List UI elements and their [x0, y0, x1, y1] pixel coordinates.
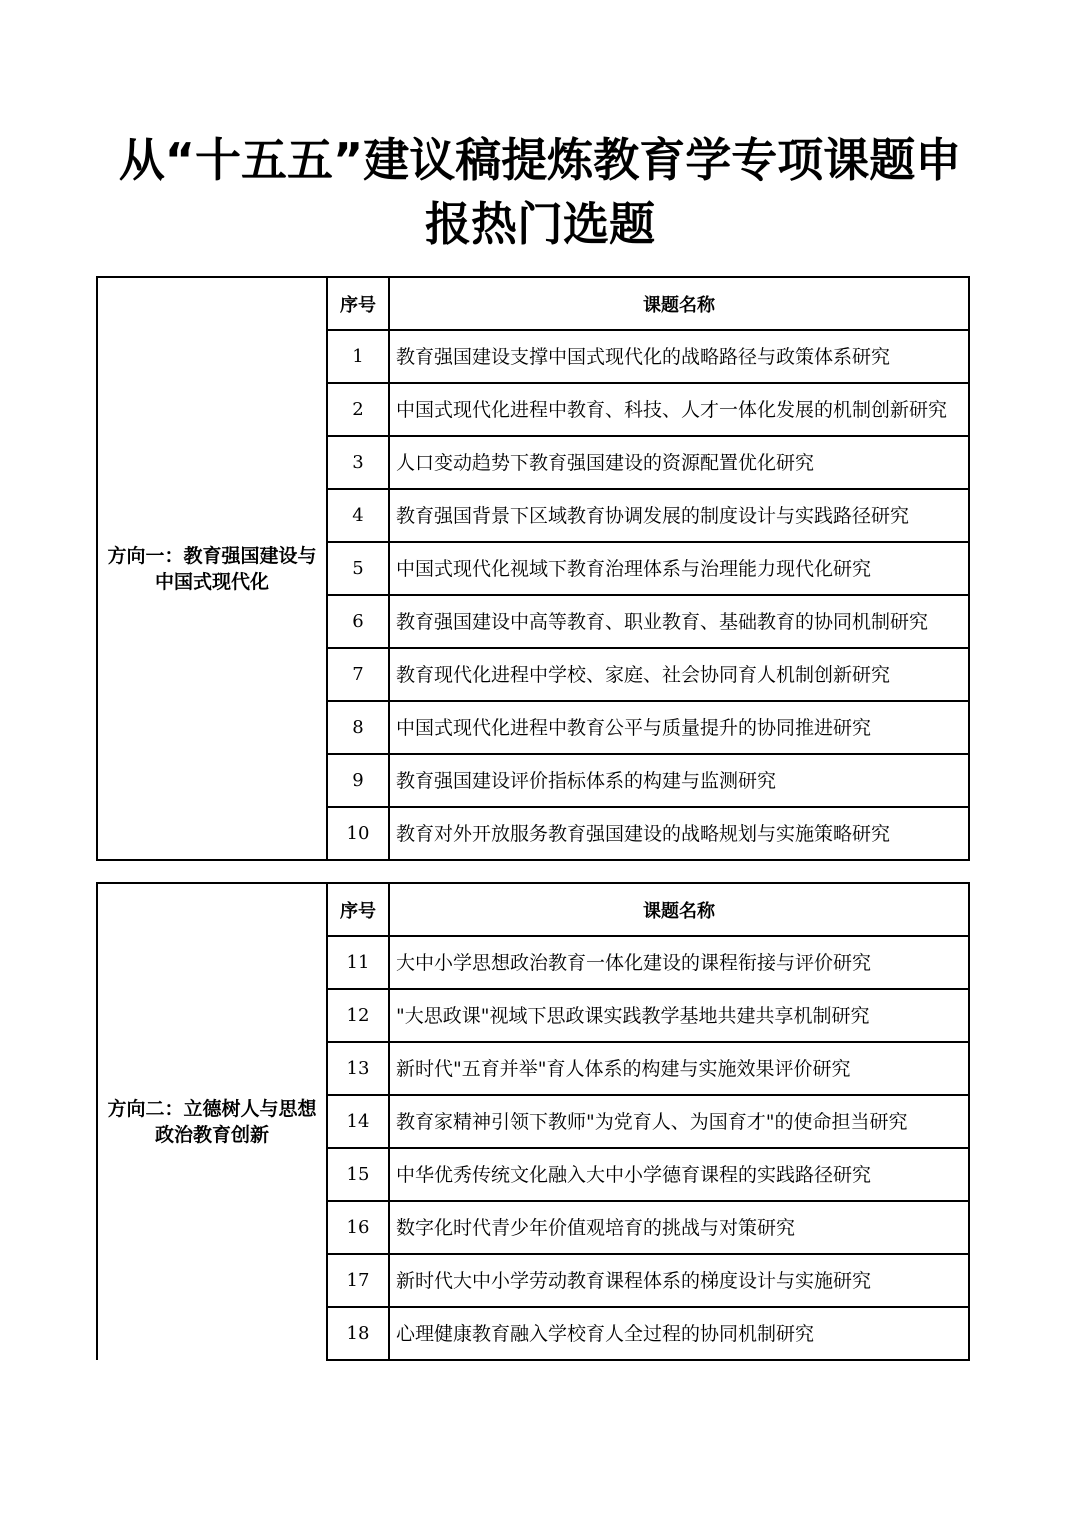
topic-number: 6 — [327, 595, 389, 648]
direction-label: 方向一：教育强国建设与中国式现代化 — [97, 277, 327, 860]
topic-name: 中国式现代化进程中教育、科技、人才一体化发展的机制创新研究 — [389, 383, 969, 436]
topic-name: 教育家精神引领下教师"为党育人、为国育才"的使命担当研究 — [389, 1095, 969, 1148]
topic-name: 人口变动趋势下教育强国建设的资源配置优化研究 — [389, 436, 969, 489]
topic-number: 10 — [327, 807, 389, 860]
topic-name: 教育强国建设评价指标体系的构建与监测研究 — [389, 754, 969, 807]
column-header-name: 课题名称 — [389, 883, 969, 936]
column-header-name: 课题名称 — [389, 277, 969, 330]
topic-name: 心理健康教育融入学校育人全过程的协同机制研究 — [389, 1307, 969, 1360]
topic-name: 教育强国建设支撑中国式现代化的战略路径与政策体系研究 — [389, 330, 969, 383]
topic-number: 12 — [327, 989, 389, 1042]
topic-name: 教育强国背景下区域教育协调发展的制度设计与实践路径研究 — [389, 489, 969, 542]
topic-name: 教育现代化进程中学校、家庭、社会协同育人机制创新研究 — [389, 648, 969, 701]
topic-number: 15 — [327, 1148, 389, 1201]
page-title — [0, 128, 1080, 256]
topic-number: 2 — [327, 383, 389, 436]
topic-name: 中国式现代化视域下教育治理体系与治理能力现代化研究 — [389, 542, 969, 595]
topic-number: 17 — [327, 1254, 389, 1307]
topic-number: 14 — [327, 1095, 389, 1148]
topic-name: 数字化时代青少年价值观培育的挑战与对策研究 — [389, 1201, 969, 1254]
topic-name: 中华优秀传统文化融入大中小学德育课程的实践路径研究 — [389, 1148, 969, 1201]
direction-table-1 — [96, 276, 970, 861]
topic-number: 8 — [327, 701, 389, 754]
title-line-1: 从“十五五”建议稿提炼教育学专项课题申 — [118, 133, 962, 187]
topic-number: 18 — [327, 1307, 389, 1360]
topic-name: 大中小学思想政治教育一体化建设的课程衔接与评价研究 — [389, 936, 969, 989]
column-header-num: 序号 — [327, 277, 389, 330]
direction-table-2 — [96, 882, 970, 1361]
topic-name: 新时代"五育并举"育人体系的构建与实施效果评价研究 — [389, 1042, 969, 1095]
topic-number: 5 — [327, 542, 389, 595]
topic-name: 新时代大中小学劳动教育课程体系的梯度设计与实施研究 — [389, 1254, 969, 1307]
topic-number: 7 — [327, 648, 389, 701]
topic-name: "大思政课"视域下思政课实践教学基地共建共享机制研究 — [389, 989, 969, 1042]
title-line-2: 报热门选题 — [425, 197, 655, 251]
topic-number: 16 — [327, 1201, 389, 1254]
topic-name: 中国式现代化进程中教育公平与质量提升的协同推进研究 — [389, 701, 969, 754]
table-header-row — [97, 883, 969, 936]
topic-number: 4 — [327, 489, 389, 542]
topic-number: 9 — [327, 754, 389, 807]
topic-name: 教育对外开放服务教育强国建设的战略规划与实施策略研究 — [389, 807, 969, 860]
column-header-num: 序号 — [327, 883, 389, 936]
topic-number: 1 — [327, 330, 389, 383]
topic-name: 教育强国建设中高等教育、职业教育、基础教育的协同机制研究 — [389, 595, 969, 648]
topic-number: 13 — [327, 1042, 389, 1095]
topic-number: 11 — [327, 936, 389, 989]
table-header-row — [97, 277, 969, 330]
direction-label: 方向二：立德树人与思想政治教育创新 — [97, 883, 327, 1360]
topic-number: 3 — [327, 436, 389, 489]
